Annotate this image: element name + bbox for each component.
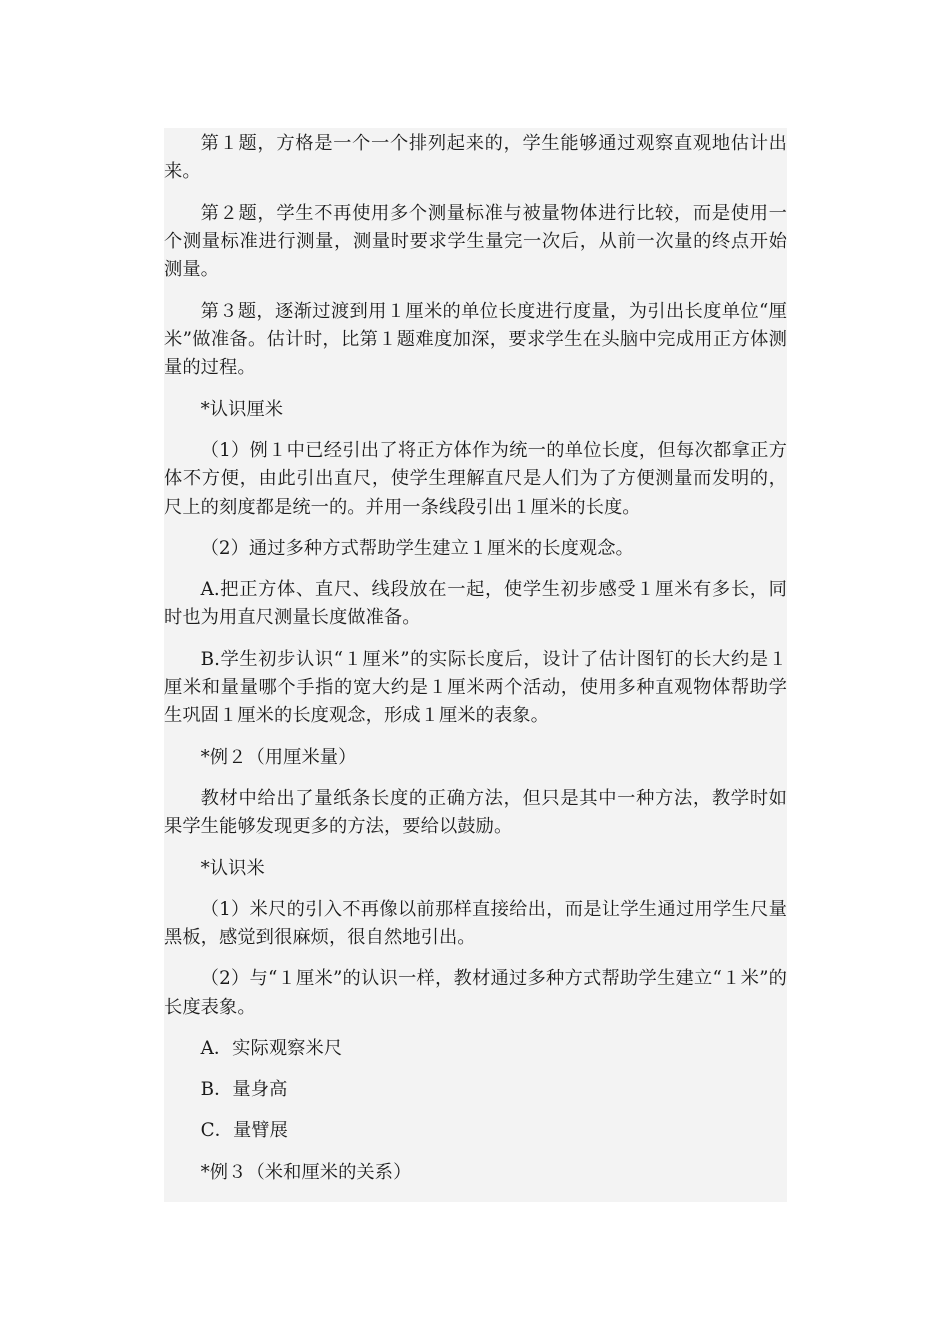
paragraph-q1: 第１题，方格是一个一个排列起来的，学生能够通过观察直观地估计出来。 xyxy=(164,133,787,183)
heading-meter: *认识米 xyxy=(200,857,265,879)
paragraph-meter-b: B．量身高 xyxy=(200,1079,288,1101)
paragraph-meter-1: （1）米尺的引入不再像以前那样直接给出，而是让学生通过用学生尺量黑板，感觉到很麻烦，很自然地引出。 xyxy=(164,898,787,949)
paragraph-meter-2: （2）与“１厘米”的认识一样，教材通过多种方式帮助学生建立“１米”的长度表象。 xyxy=(164,968,787,1018)
paragraph-meter-c: C．量臂展 xyxy=(200,1120,288,1142)
paragraph-cm-1: （1）例１中已经引出了将正方体作为统一的单位长度，但每次都拿正方体不方便，由此引出直尺，使学生理解直尺是人们为了方便测量而发明的，尺上的刻度都是统一的。并用一条线段引出１厘米的长度。 xyxy=(164,439,787,518)
paragraph-example-2: 教材中给出了量纸条长度的正确方法，但只是其中一种方法，教学时如果学生能够发现更多的方法，要给以鼓励。 xyxy=(164,787,787,838)
paragraph-cm-2: （2）通过多种方式帮助学生建立１厘米的长度观念。 xyxy=(200,537,634,559)
paragraph-q3: 第３题，逐渐过渡到用１厘米的单位长度进行度量，为引出长度单位“厘米”做准备。估计时，比第１题难度加深，要求学生在头脑中完成用正方体测量的过程。 xyxy=(164,300,787,379)
heading-example-3: *例３（米和厘米的关系） xyxy=(200,1161,412,1183)
paragraph-cm-b: B.学生初步认识“１厘米”的实际长度后，设计了估计图钉的长大约是１厘米和量量哪个手指的宽大约是１厘米两个活动，使用多种直观物体帮助学生巩固１厘米的长度观念，形成１厘米的表象。 xyxy=(164,648,787,727)
paragraph-meter-a: A．实际观察米尺 xyxy=(200,1037,343,1059)
paragraph-q2: 第２题，学生不再使用多个测量标准与被量物体进行比较，而是使用一个测量标准进行测量，测量时要求学生量完一次后，从前一次量的终点开始测量。 xyxy=(164,202,787,281)
heading-example-2: *例２（用厘米量） xyxy=(200,746,357,768)
heading-cm: *认识厘米 xyxy=(200,398,284,420)
document-body xyxy=(164,128,787,1202)
paragraph-cm-a: A.把正方体、直尺、线段放在一起，使学生初步感受１厘米有多长，同时也为用直尺测量长度做准备。 xyxy=(164,579,787,629)
